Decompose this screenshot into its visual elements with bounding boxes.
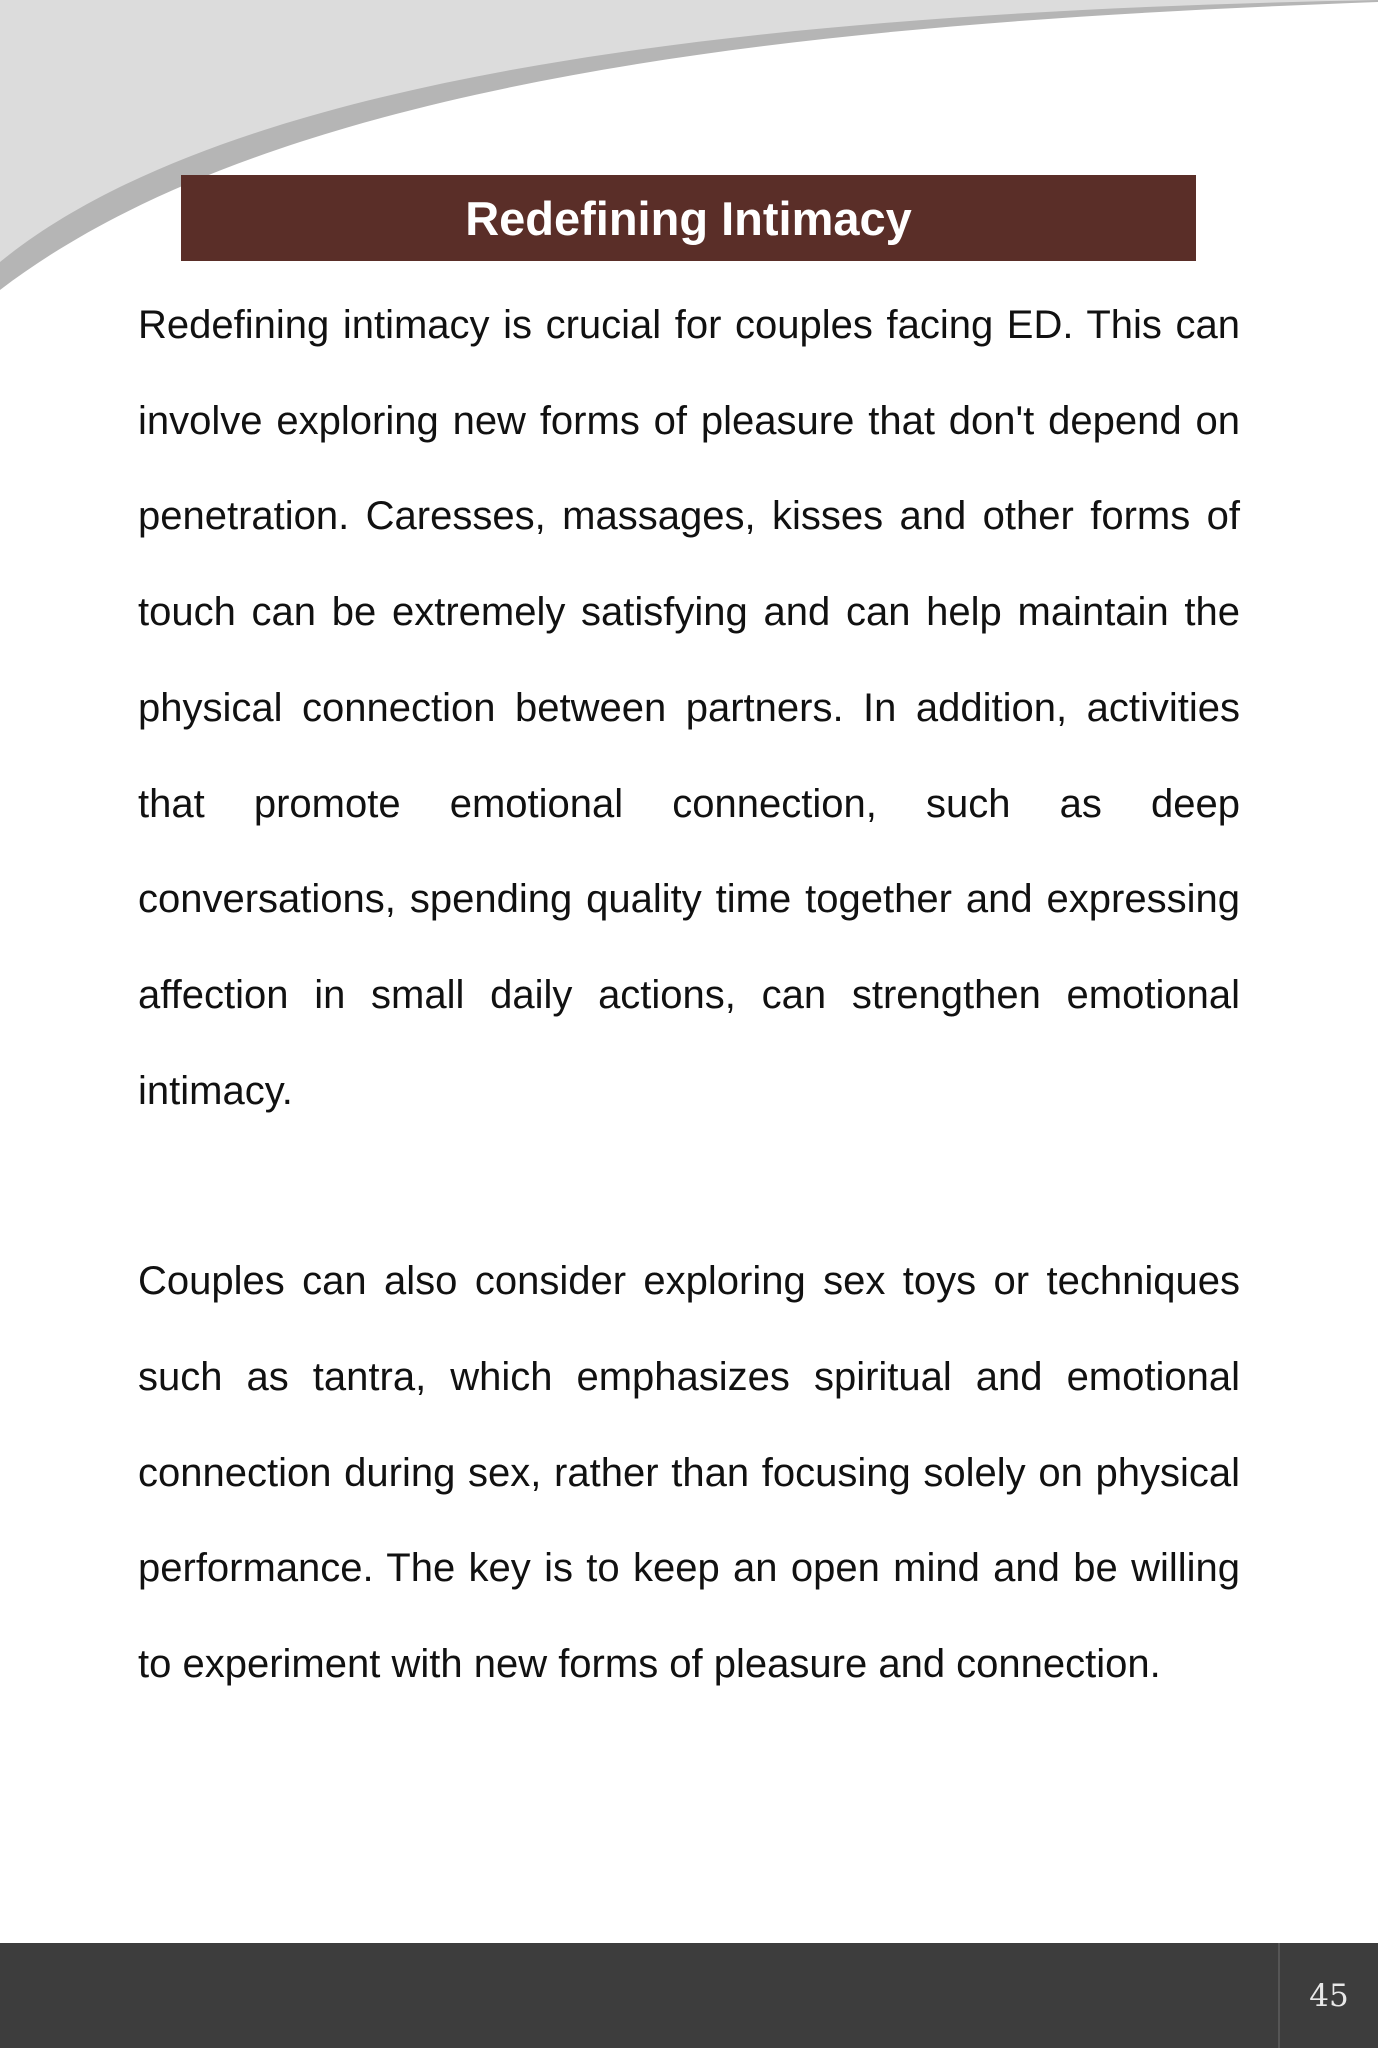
page-title: Redefining Intimacy <box>465 191 912 245</box>
paragraph-2: Couples can also consider exploring sex toys or techniques such as tantra, which emphasizes spiritual and emotional connection during sex, rather than focusing solely on physical performance. The key is to keep an open mind and be willing to experiment with new forms of pleasure and connection. <box>138 1259 1240 1687</box>
paragraph-1: Redefining intimacy is crucial for couples facing ED. This can involve exploring new forms of pleasure that don't depend on penetration. Caresses, massages, kisses and other forms of touch can be extremely satisfying and can help maintain the physical connection between partners. In addition, activities that promote emotional connection, such as deep conversations, spending quality time together and expressing affection in small daily actions, can strengthen emotional intimacy. <box>138 303 1240 1113</box>
page-number-box <box>1278 1943 1378 2048</box>
body-text <box>138 278 1240 1713</box>
footer-bar <box>0 1943 1378 2048</box>
page-number: 45 <box>1309 1977 1349 2014</box>
title-banner <box>181 175 1196 261</box>
